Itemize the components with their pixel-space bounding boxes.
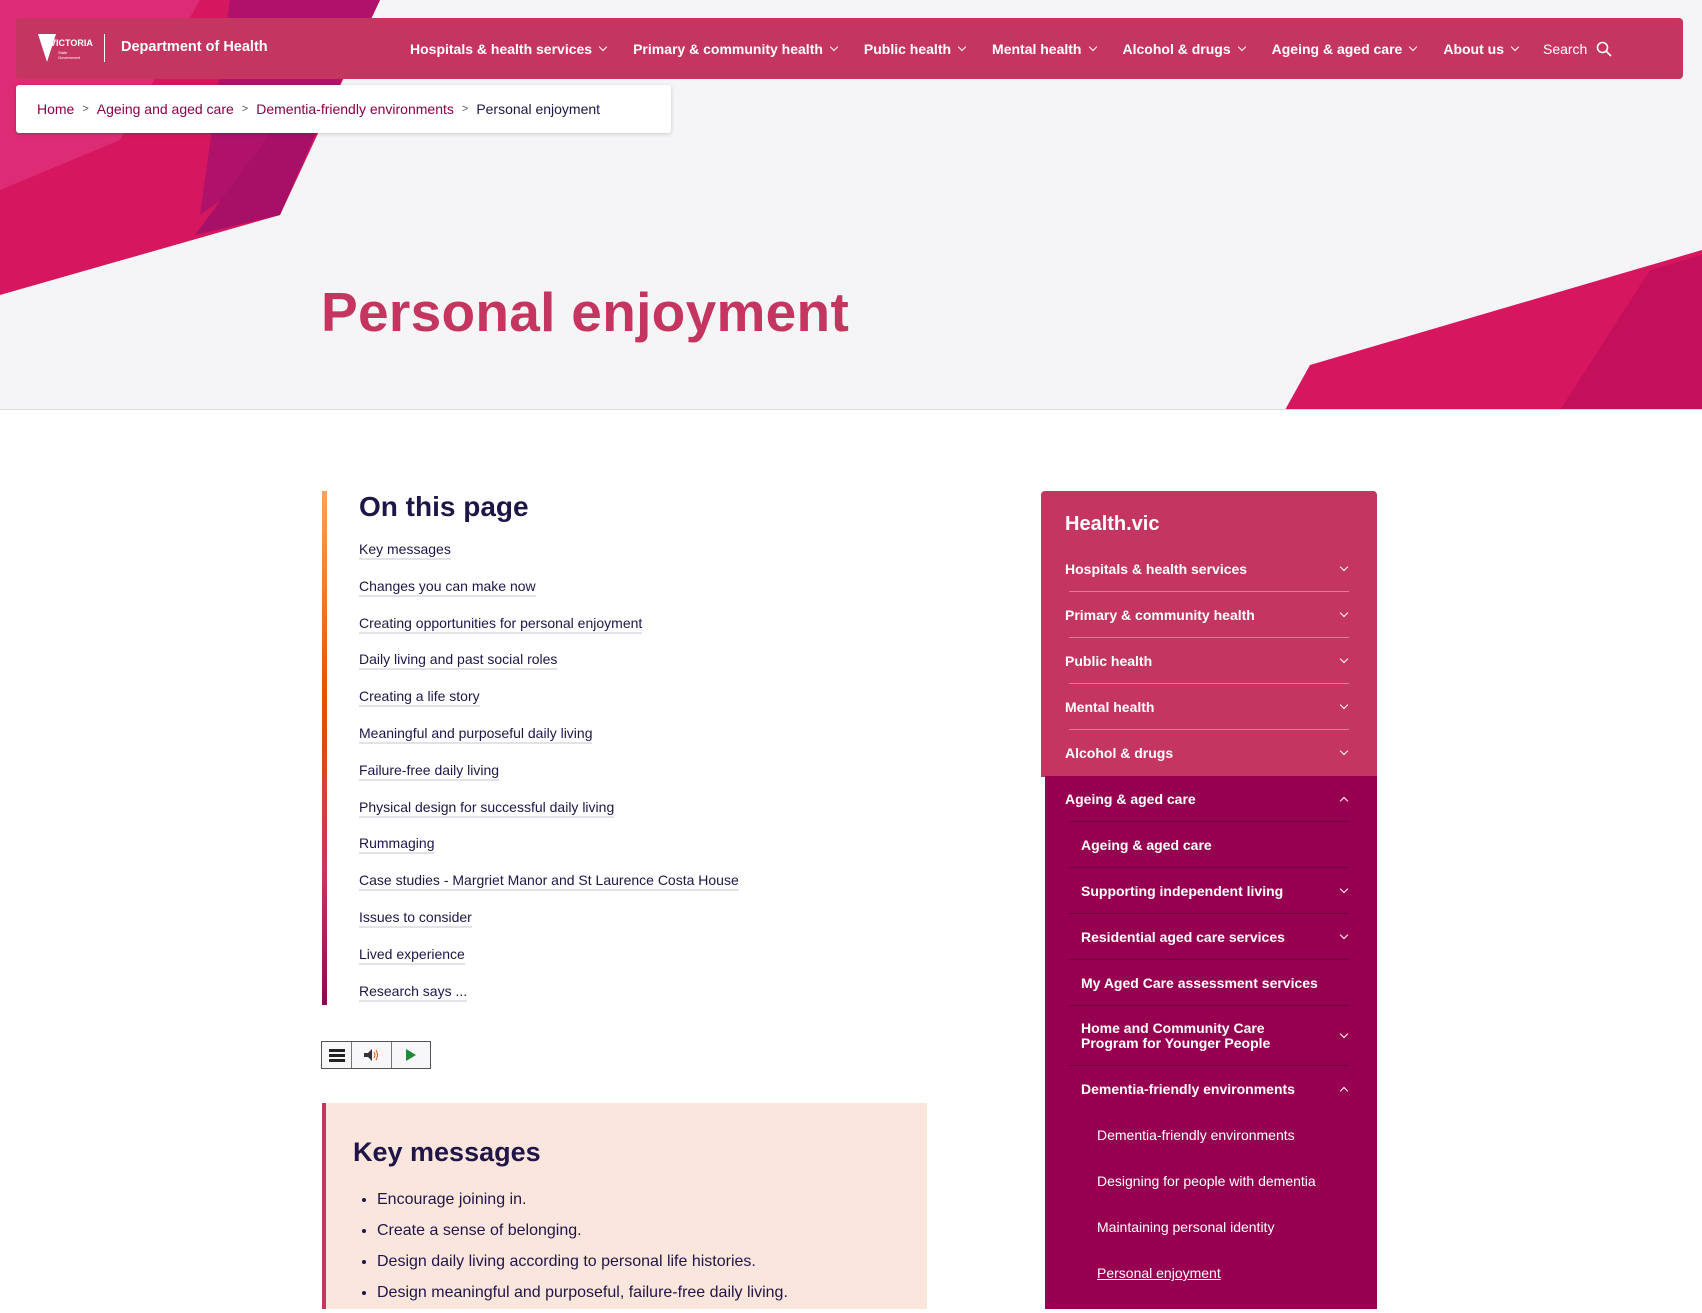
on-this-page-link[interactable]: Key messages (359, 541, 451, 560)
sidebar-item-label: Residential aged care services (1081, 929, 1285, 945)
sidebar-item-label: Public health (1065, 653, 1153, 669)
search-button[interactable] (1543, 41, 1612, 57)
on-this-page-item (359, 762, 739, 799)
key-messages-list (377, 1189, 788, 1313)
nav-label: Mental health (992, 40, 1082, 57)
chevron-down-icon[interactable] (1340, 655, 1348, 663)
sidebar-item[interactable] (1041, 776, 1377, 822)
search-icon (1596, 41, 1612, 57)
sidebar-item[interactable] (1041, 868, 1377, 914)
menu-button[interactable] (322, 1042, 352, 1068)
nav-label: Hospitals & health services (410, 40, 593, 57)
chevron-down-icon[interactable] (1340, 747, 1348, 755)
nav-primary-community[interactable] (633, 41, 837, 57)
chevron-down-icon (1237, 42, 1245, 50)
on-this-page-link[interactable]: Lived experience (359, 946, 465, 965)
sidebar-item[interactable] (1041, 1112, 1377, 1158)
nav-public-health[interactable] (864, 41, 965, 57)
key-message-item: • Design meaningful and purposeful, failure-free daily living. (377, 1282, 788, 1313)
breadcrumb-separator: > (82, 103, 89, 115)
svg-text:Government: Government (58, 55, 81, 60)
svg-text:VICTORIA: VICTORIA (50, 38, 93, 48)
sidebar-item-label: Maintaining personal identity (1097, 1219, 1275, 1235)
breadcrumb-separator: > (461, 103, 469, 115)
sidebar-item[interactable] (1041, 1158, 1377, 1204)
nav-label: Primary & community health (633, 40, 823, 57)
chevron-down-icon (599, 42, 607, 50)
sidebar-item-label: Mental health (1065, 699, 1155, 715)
on-this-page-item (359, 799, 739, 836)
sidebar-item[interactable] (1041, 592, 1377, 638)
breadcrumb-home[interactable]: Home (37, 101, 75, 117)
sidebar-item-label: My Aged Care assessment services (1081, 975, 1318, 991)
on-this-page-link[interactable]: Creating opportunities for personal enjoyment (359, 615, 642, 634)
sidebar-item[interactable] (1041, 914, 1377, 960)
sidebar-item-label: Ageing & aged care (1081, 837, 1212, 853)
on-this-page-item (359, 983, 739, 1020)
on-this-page (322, 491, 882, 1005)
on-this-page-link[interactable]: Rummaging (359, 835, 434, 854)
speaker-icon (363, 1048, 381, 1062)
chevron-down-icon (1088, 42, 1096, 50)
sidebar-navigation (1041, 491, 1377, 1309)
on-this-page-link[interactable]: Meaningful and purposeful daily living (359, 725, 592, 744)
nav-label: About us (1443, 40, 1504, 57)
on-this-page-link[interactable]: Changes you can make now (359, 578, 536, 597)
sidebar-item-label: Designing for people with dementia (1097, 1173, 1316, 1189)
search-label: Search (1542, 40, 1588, 57)
sidebar-item-label: Supporting independent living (1081, 883, 1284, 899)
chevron-down-icon[interactable] (1340, 609, 1348, 617)
nav-about-us[interactable] (1443, 41, 1518, 57)
sidebar-item-label: Ageing & aged care (1065, 791, 1196, 807)
on-this-page-link[interactable]: Creating a life story (359, 688, 480, 707)
nav-alcohol-drugs[interactable] (1123, 41, 1245, 57)
breadcrumb-dementia[interactable]: Dementia-friendly environments (256, 101, 454, 117)
play-icon (405, 1048, 417, 1062)
chevron-down-icon (1511, 42, 1519, 50)
menu-icon (329, 1048, 345, 1062)
sidebar-item[interactable] (1041, 546, 1377, 592)
nav-label: Public health (863, 40, 952, 57)
logo-divider (104, 34, 105, 62)
sidebar-list (1041, 546, 1377, 1296)
sidebar-item[interactable] (1041, 822, 1377, 868)
sidebar-item-label: Dementia-friendly environments (1081, 1081, 1295, 1097)
on-this-page-item (359, 541, 739, 578)
chevron-down-icon[interactable] (1340, 563, 1348, 571)
key-messages-heading: Key messages (353, 1137, 541, 1167)
sidebar-item-label: Primary & community health (1065, 607, 1255, 623)
nav-label: Ageing & aged care (1271, 40, 1403, 57)
breadcrumb-current: Personal enjoyment (476, 101, 601, 117)
department-name[interactable]: Department of Health (121, 39, 268, 55)
nav-mental-health[interactable] (992, 41, 1095, 57)
svg-text:State: State (58, 50, 68, 55)
readspeaker-toolbar (321, 1041, 431, 1069)
chevron-down-icon (958, 42, 966, 50)
sidebar-item[interactable] (1041, 730, 1377, 776)
sidebar-item[interactable] (1041, 1204, 1377, 1250)
on-this-page-item (359, 578, 739, 615)
main-navigation (16, 18, 1683, 79)
key-message-item: • Create a sense of belonging. (377, 1220, 788, 1251)
menu-bar (410, 18, 1612, 79)
breadcrumb (16, 85, 671, 133)
nav-hospitals[interactable] (410, 41, 606, 57)
sidebar-item-label: Hospitals & health services (1065, 561, 1248, 577)
sidebar-item[interactable] (1041, 1006, 1377, 1066)
victoria-logo[interactable] (36, 32, 98, 66)
sidebar-item-label: Dementia-friendly environments (1097, 1127, 1295, 1143)
play-button[interactable] (392, 1042, 430, 1068)
sidebar-item[interactable] (1041, 960, 1377, 1006)
key-messages-callout (322, 1103, 927, 1309)
on-this-page-link[interactable]: Issues to consider (359, 909, 472, 928)
sidebar-item-label: Alcohol & drugs (1065, 745, 1174, 761)
sidebar-item-label: Personal enjoyment (1097, 1265, 1221, 1281)
key-message-item: • Design daily living according to personal life histories. (377, 1251, 788, 1282)
on-this-page-item (359, 688, 739, 725)
on-this-page-link[interactable]: Failure-free daily living (359, 762, 499, 781)
chevron-down-icon[interactable] (1340, 885, 1348, 893)
on-this-page-item (359, 615, 739, 652)
on-this-page-list (359, 541, 739, 1019)
on-this-page-item (359, 946, 739, 983)
sidebar-item[interactable] (1041, 684, 1377, 730)
on-this-page-link[interactable]: Case studies - Margriet Manor and St Laurence Costa House (359, 872, 739, 891)
on-this-page-heading: On this page (359, 491, 529, 522)
nav-ageing[interactable] (1272, 41, 1417, 57)
breadcrumb-separator: > (241, 103, 249, 115)
on-this-page-item (359, 872, 739, 909)
sidebar-item-label: Home and Community Care Program for Younger People (1081, 1020, 1271, 1051)
listen-button[interactable] (352, 1042, 392, 1068)
sidebar-title[interactable]: Health.vic (1065, 513, 1160, 535)
chevron-down-icon[interactable] (1340, 701, 1348, 709)
sidebar-item[interactable] (1041, 1250, 1377, 1296)
on-this-page-item (359, 835, 739, 872)
chevron-down-icon[interactable] (1340, 931, 1348, 939)
on-this-page-item (359, 909, 739, 946)
on-this-page-link[interactable]: Research says ... (359, 983, 467, 1002)
chevron-down-icon[interactable] (1340, 1030, 1348, 1038)
breadcrumb-ageing[interactable]: Ageing and aged care (96, 101, 234, 117)
sidebar-item[interactable] (1041, 1066, 1377, 1112)
chevron-down-icon (830, 42, 838, 50)
page-title: Personal enjoyment (321, 281, 850, 343)
on-this-page-item (359, 725, 739, 762)
chevron-up-icon[interactable] (1340, 797, 1348, 805)
on-this-page-link[interactable]: Physical design for successful daily living (359, 799, 614, 818)
on-this-page-link[interactable]: Daily living and past social roles (359, 651, 557, 670)
key-message-item: • Encourage joining in. (377, 1189, 788, 1220)
nav-label: Alcohol & drugs (1122, 40, 1231, 57)
chevron-down-icon (1409, 42, 1417, 50)
sidebar-item[interactable] (1041, 638, 1377, 684)
on-this-page-item (359, 651, 739, 688)
chevron-up-icon[interactable] (1340, 1087, 1348, 1095)
